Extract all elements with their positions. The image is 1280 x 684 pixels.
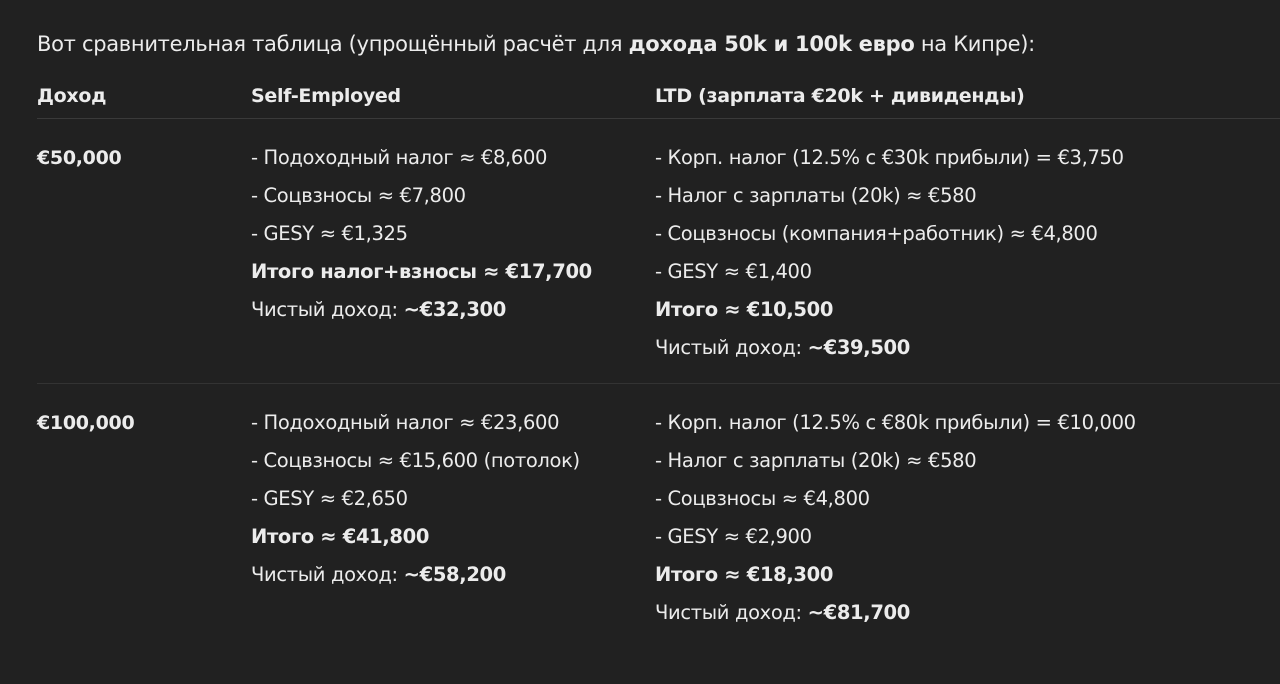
net-income-value: ~€39,500: [807, 336, 910, 359]
intro-prefix: Вот сравнительная таблица (упрощённый расчёт для: [37, 32, 629, 56]
net-income-label: Чистый доход:: [251, 563, 404, 586]
total-line: Итого налог+взносы ≈ €17,700: [251, 260, 592, 283]
list-item: - Подоходный налог ≈ €8,600: [251, 146, 548, 169]
list-item: - Соцвзносы (компания+работник) ≈ €4,800: [655, 222, 1098, 245]
header-ltd: LTD (зарплата €20k + дивиденды): [655, 85, 1025, 107]
total-line: Итого ≈ €41,800: [251, 525, 430, 548]
self-employed-cell: [251, 404, 655, 632]
net-income-line: [251, 291, 655, 329]
table-row: [37, 119, 1280, 384]
table-header-row: [37, 76, 1280, 119]
net-income-line: [655, 329, 1280, 367]
total-line: Итого ≈ €10,500: [655, 298, 834, 321]
intro-paragraph: [37, 28, 1035, 60]
net-income-value: ~€81,700: [807, 601, 910, 624]
list-item: - Соцвзносы ≈ €4,800: [655, 487, 870, 510]
list-item: - GESY ≈ €2,900: [655, 525, 812, 548]
list-item: - Налог с зарплаты (20k) ≈ €580: [655, 449, 977, 472]
net-income-value: ~€32,300: [403, 298, 506, 321]
comparison-table: [37, 76, 1280, 648]
net-income-label: Чистый доход:: [655, 336, 808, 359]
list-item: - Корп. налог (12.5% с €30k прибыли) = €3,750: [655, 146, 1124, 169]
list-item: - Налог с зарплаты (20k) ≈ €580: [655, 184, 977, 207]
ltd-cell: [655, 139, 1280, 367]
list-item: - GESY ≈ €1,325: [251, 222, 408, 245]
net-income-line: [655, 594, 1280, 632]
header-self-employed: Self-Employed: [251, 85, 401, 107]
header-income: Доход: [37, 85, 107, 107]
list-item: - Корп. налог (12.5% с €80k прибыли) = €10,000: [655, 411, 1136, 434]
net-income-value: ~€58,200: [403, 563, 506, 586]
net-income-label: Чистый доход:: [655, 601, 808, 624]
income-amount: €50,000: [37, 147, 122, 169]
ltd-cell: [655, 404, 1280, 632]
table-row: [37, 384, 1280, 648]
net-income-line: [251, 556, 655, 594]
intro-bold: дохода 50k и 100k евро: [628, 32, 915, 56]
list-item: - GESY ≈ €2,650: [251, 487, 408, 510]
list-item: - Подоходный налог ≈ €23,600: [251, 411, 560, 434]
list-item: - Соцвзносы ≈ €15,600 (потолок): [251, 449, 580, 472]
income-amount: €100,000: [37, 412, 135, 434]
list-item: - GESY ≈ €1,400: [655, 260, 812, 283]
self-employed-cell: [251, 139, 655, 367]
net-income-label: Чистый доход:: [251, 298, 404, 321]
intro-suffix: на Кипре):: [914, 32, 1035, 56]
total-line: Итого ≈ €18,300: [655, 563, 834, 586]
list-item: - Соцвзносы ≈ €7,800: [251, 184, 466, 207]
